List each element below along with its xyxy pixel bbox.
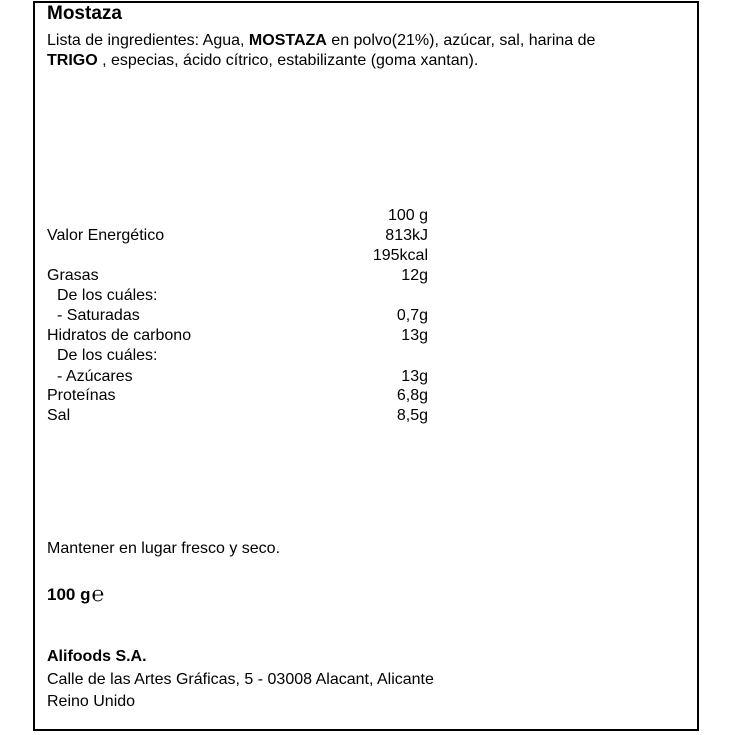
nutrition-value-saturated: 0,7g	[396, 307, 428, 324]
nutrition-label-sugars: - Azúcares	[57, 368, 133, 385]
storage-instructions: Mantener en lugar fresco y seco.	[47, 540, 281, 557]
nutrition-header-value: 100 g	[387, 207, 428, 224]
nutrition-label-of-which-carbs: De los cuáles:	[57, 347, 158, 364]
nutrition-value-energy-kj: 813kJ	[385, 227, 428, 244]
nutrition-value-sugars: 13g	[401, 368, 428, 385]
company-address: Calle de las Artes Gráficas, 5 - 03008 Alacant, Alicante	[47, 671, 434, 688]
allergen-mostaza: MOSTAZA	[248, 32, 327, 49]
nutrition-value-salt: 8,5g	[396, 407, 428, 424]
company-name: Alifoods S.A.	[47, 648, 147, 665]
estimated-sign-icon: ℮	[91, 583, 105, 606]
ingredients-line-2	[47, 51, 478, 71]
nutrition-label-saturated: - Saturadas	[57, 307, 140, 324]
nutrition-label-energy: Valor Energético	[47, 227, 165, 244]
label-border	[33, 1, 699, 731]
ingredients-line-1	[47, 31, 595, 51]
nutrition-label-fat: Grasas	[47, 267, 99, 284]
nutrition-label-of-which-fat: De los cuáles:	[57, 287, 158, 304]
nutrition-value-fat: 12g	[401, 267, 428, 284]
allergen-trigo: TRIGO	[47, 52, 98, 69]
nutrition-label-salt: Sal	[47, 407, 71, 424]
nutrition-value-carbohydrates: 13g	[401, 327, 428, 344]
company-country: Reino Unido	[47, 693, 136, 710]
nutrition-value-energy-kcal: 195kcal	[372, 247, 428, 264]
product-title: Mostaza	[47, 3, 122, 24]
ingredients-middle: en polvo(21%), azúcar, sal, harina de	[326, 32, 596, 49]
ingredients-prefix: Lista de ingredientes: Agua,	[47, 32, 249, 49]
net-quantity-amount: 100 g	[47, 585, 91, 604]
net-quantity	[47, 584, 104, 606]
nutrition-label-protein: Proteínas	[47, 387, 116, 404]
ingredients-suffix: , especias, ácido cítrico, estabilizante (goma xantan).	[97, 52, 479, 69]
nutrition-label-carbohydrates: Hidratos de carbono	[47, 327, 192, 344]
nutrition-value-protein: 6,8g	[396, 387, 428, 404]
